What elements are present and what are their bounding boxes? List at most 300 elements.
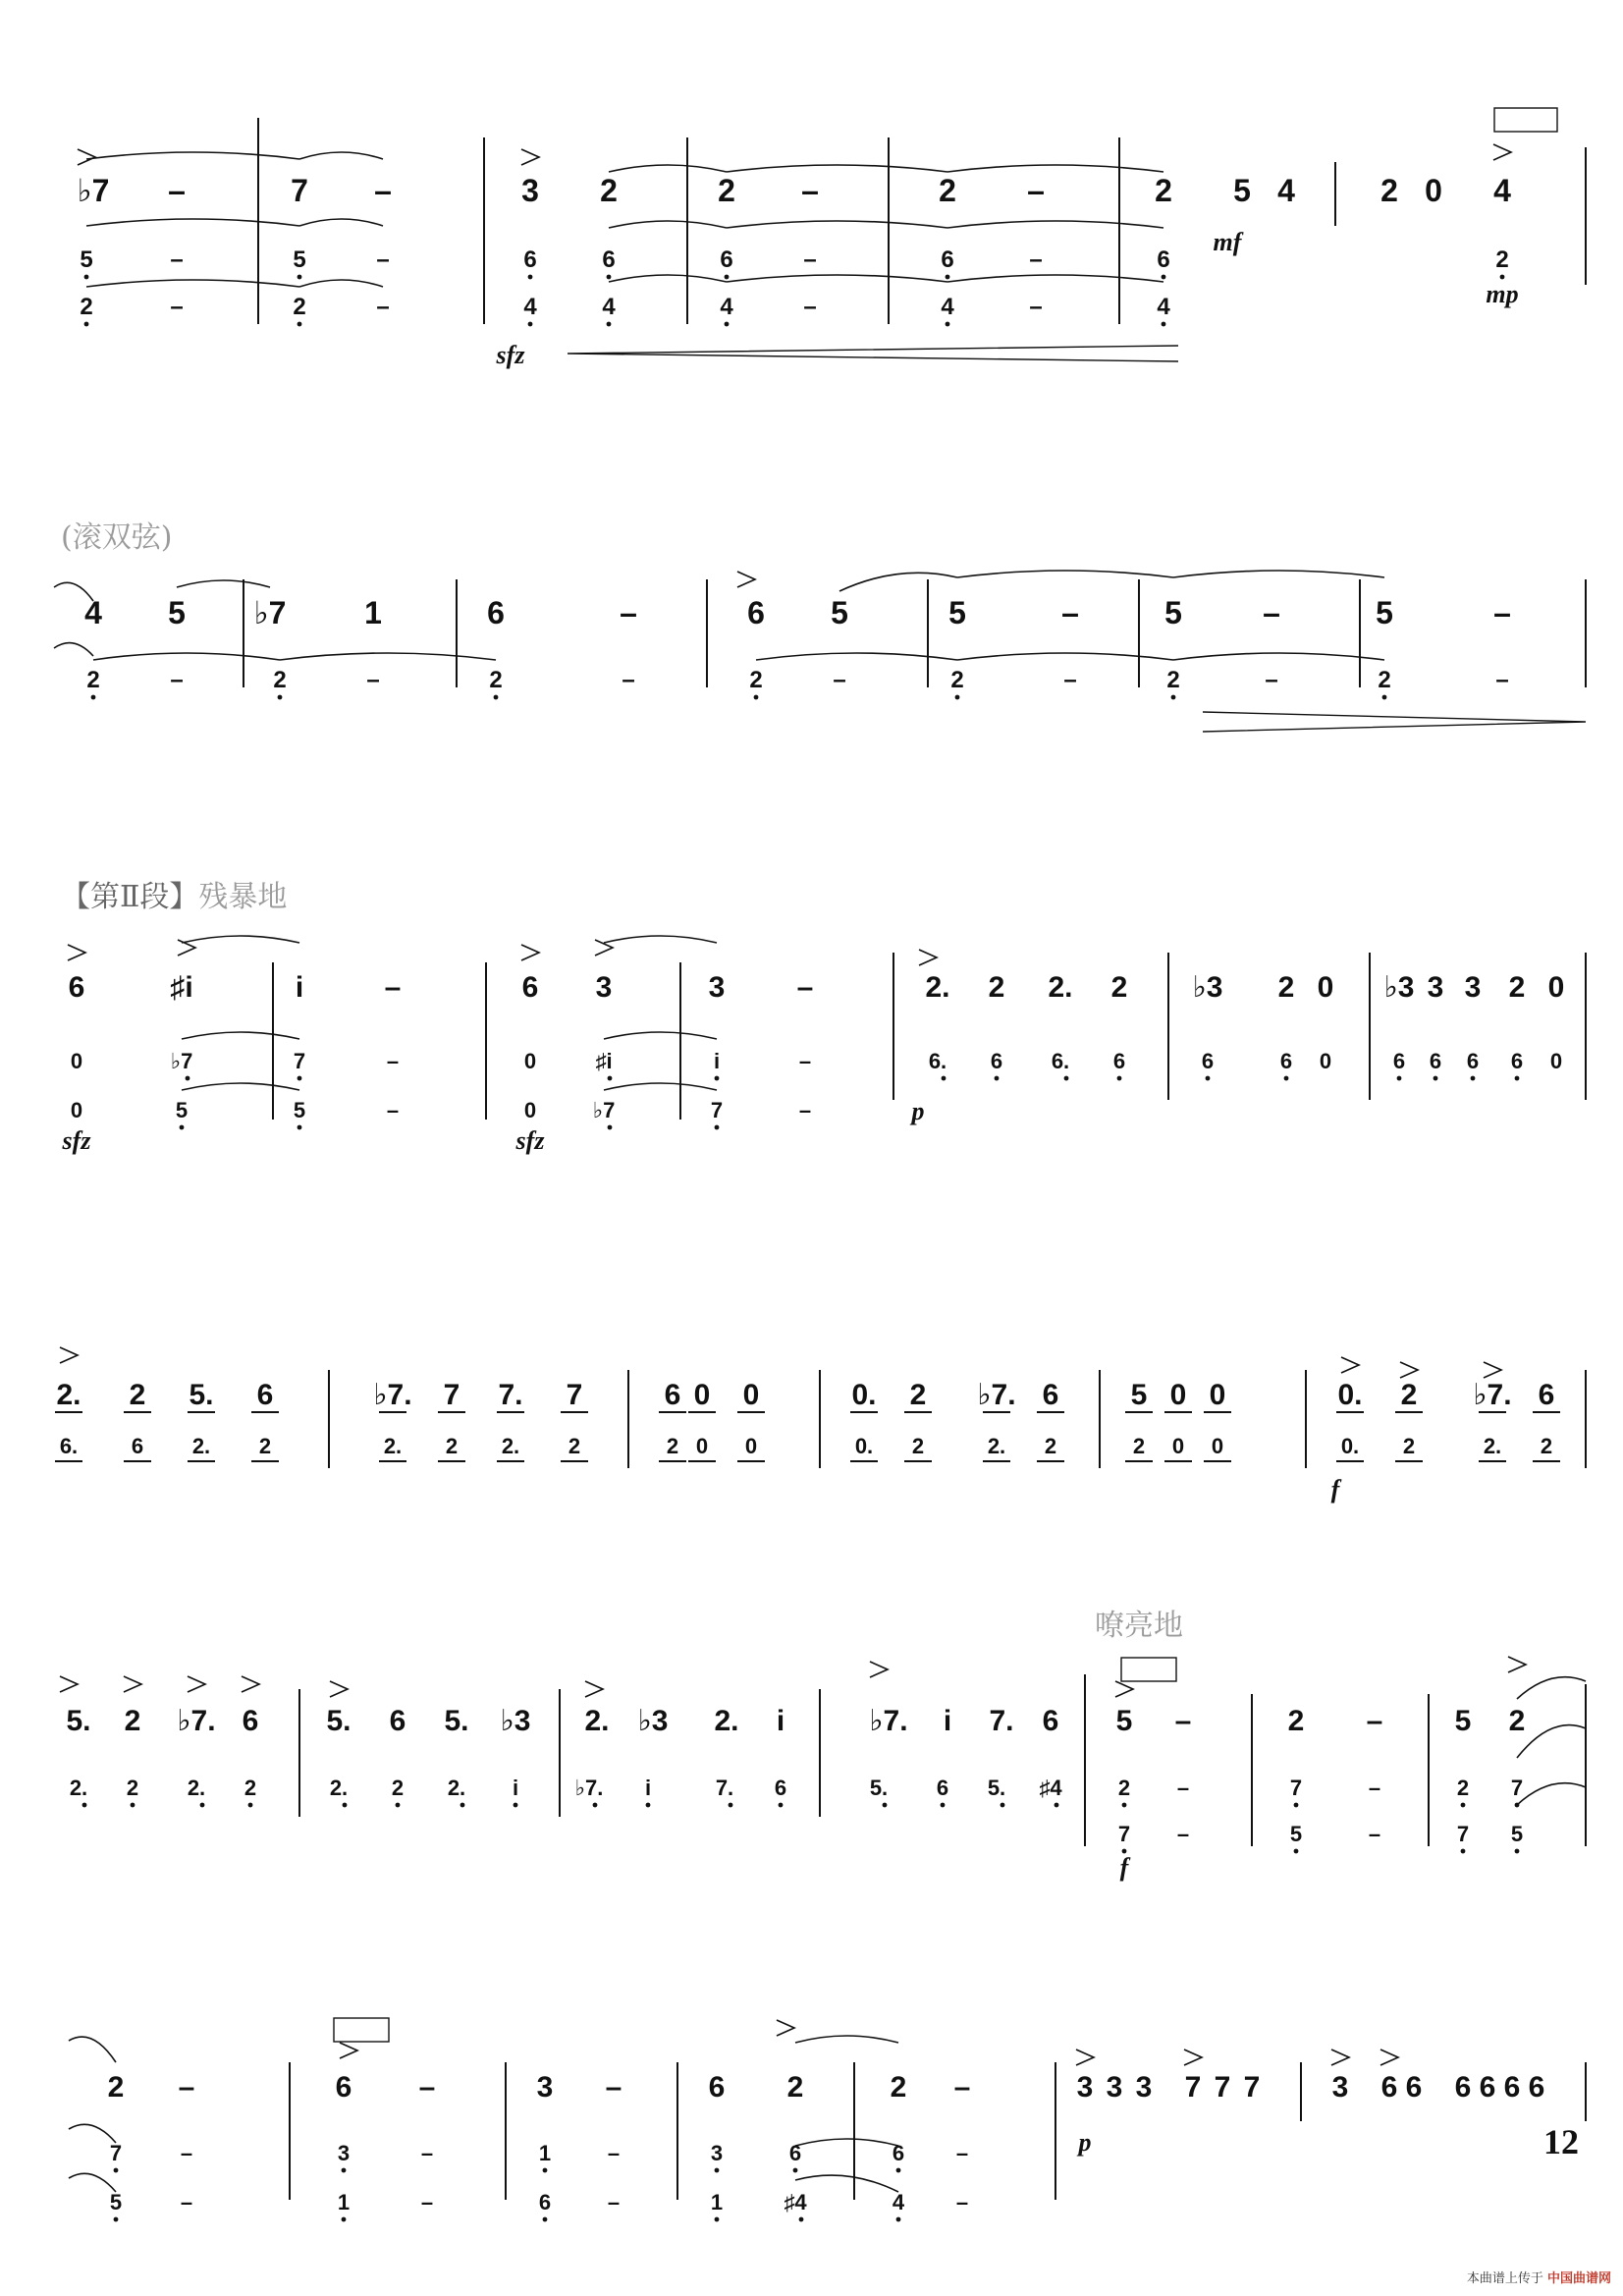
note: – [798,1098,812,1122]
note: 1 [337,2190,351,2214]
slur [609,275,727,282]
note: ♭7 [592,1098,616,1122]
slur [182,1083,299,1090]
technique-label-double-string: (滚双弦) [61,520,173,555]
octave-dot [1515,1076,1520,1081]
slur [182,936,299,943]
note: 2. [714,1705,739,1737]
octave-dot [779,1803,784,1808]
octave-dot [1162,275,1166,280]
note: 2 [1380,173,1398,208]
dynamic-marking: mf [1213,228,1242,256]
note: 6 [389,1705,406,1737]
note: 7 [1243,2071,1261,2104]
note: ♭7 [77,173,110,208]
note: 1 [364,595,382,630]
note: 5 [948,595,966,630]
note: 7 [710,1098,724,1122]
octave-dot [1471,1076,1476,1081]
note: 5 [1376,595,1393,630]
note: 4 [84,595,102,630]
accent-mark [870,1662,888,1677]
note: 2. [584,1705,610,1737]
note: 2. [191,1434,211,1458]
note: – [796,971,814,1004]
note: 6 [774,1776,787,1800]
note: 5 [1115,1705,1133,1737]
slur [280,653,496,660]
octave-dot [1515,1849,1520,1854]
note: 7 [566,1379,583,1411]
site-logo: 中国曲谱网 [1546,2271,1611,2286]
note: 4 [941,294,954,320]
expression-label-resonant: 嘹亮地 [1095,1609,1183,1643]
note: 2 [749,667,763,693]
note: 6. [59,1434,79,1458]
note: 5 [80,246,93,273]
note: 6 [335,2071,352,2104]
slur [795,2139,898,2146]
note: 2 [1378,667,1391,693]
note: – [180,2141,193,2165]
octave-dot [715,1125,720,1130]
octave-dot [1117,1076,1122,1081]
note: 2. [1483,1434,1502,1458]
note: 2 [1400,1379,1418,1411]
note: 2 [293,294,306,320]
note: 3 [708,971,726,1004]
note: 0 [70,1098,83,1122]
note: 6 [1454,2071,1472,2104]
note: 0. [1340,1434,1360,1458]
note: – [607,2141,621,2165]
note: – [418,2071,436,2104]
dynamic-marking: f [1330,1475,1340,1503]
note: 3 [1331,2071,1349,2104]
note: 2. [447,1776,466,1800]
slur [86,219,299,226]
slur [69,2173,116,2192]
accent-mark [78,149,95,165]
note: 5 [109,2190,123,2214]
note: – [420,2141,434,2165]
octave-dot [1397,1076,1402,1081]
note: 4 [523,294,537,320]
note: ♭7. [869,1705,908,1737]
slur [69,2124,116,2143]
note: 2 [129,1379,146,1411]
octave-dot [278,695,283,700]
note: 2 [1508,1705,1526,1737]
octave-dot [896,2217,901,2222]
slur [86,152,299,159]
note: – [1263,595,1280,630]
note: – [1366,1705,1383,1737]
note: 6 [664,1379,681,1411]
slur [182,1032,299,1039]
octave-dot [396,1803,401,1808]
accent-mark [521,945,539,960]
slur [609,221,727,228]
octave-dot [131,1803,135,1808]
slur [957,653,1173,660]
octave-dot [955,695,960,700]
note: 4 [1157,294,1170,320]
note: – [607,2190,621,2214]
note: – [384,971,402,1004]
note: – [178,2071,195,2104]
dynamic-marking: f [1119,1853,1129,1882]
dynamic-marking: sfz [496,341,525,369]
octave-dot [1294,1849,1299,1854]
note: 7. [989,1705,1014,1737]
note: ♭7. [373,1379,412,1411]
note: 7 [1456,1822,1470,1846]
note: – [170,667,184,693]
slur [795,2175,898,2192]
note: – [386,1098,400,1122]
note: 4 [1493,173,1511,208]
note: 2 [1155,173,1172,208]
note: 0 [1211,1434,1224,1458]
accent-mark [777,2020,794,2036]
note: – [953,2071,971,2104]
note: 5 [1233,173,1251,208]
note: 6 [521,971,539,1004]
slur [947,165,1163,172]
score-lines [54,108,1586,2200]
note: 6 [1528,2071,1545,2104]
octave-dot [729,1803,733,1808]
note: 2. [383,1434,403,1458]
note: ♭7. [177,1705,216,1737]
note: 6 [1112,1049,1126,1073]
octave-dot [82,1803,87,1808]
section-label-wrap [61,872,287,915]
note: 6 [1042,1705,1059,1737]
note: 2 [391,1776,405,1800]
note: – [1368,1822,1381,1846]
note: – [180,2190,193,2214]
note: 5 [1510,1822,1524,1846]
accent-mark [1184,2050,1202,2065]
note: 7 [293,1049,306,1073]
note: – [803,294,817,320]
note: ♭3 [637,1705,669,1737]
slur [795,2036,898,2043]
note: 0 [70,1049,83,1073]
note: 2 [1495,246,1509,273]
note: 5. [987,1776,1006,1800]
note: – [955,2141,969,2165]
octave-dot [725,275,730,280]
octave-dot [646,1803,651,1808]
note: 6 [131,1434,144,1458]
note: 5. [66,1705,91,1737]
note: ♭3 [1383,971,1415,1004]
octave-dot [607,322,612,327]
note: 2 [909,1379,927,1411]
note: 0. [1337,1379,1363,1411]
octave-dot [1064,1076,1069,1081]
note: – [955,2190,969,2214]
note: 2 [86,667,100,693]
accent-mark [242,1676,259,1692]
note: 3 [710,2141,724,2165]
note: – [798,1049,812,1073]
octave-dot [91,695,96,700]
octave-dot [514,1803,518,1808]
note: 2 [1456,1776,1470,1800]
note: 2 [1540,1434,1553,1458]
note: 5. [869,1776,889,1800]
note: 4 [602,294,616,320]
accent-mark [1400,1362,1418,1378]
octave-dot [114,2168,119,2173]
slur [957,571,1173,577]
note: 3 [536,2071,554,2104]
note: 6 [747,595,765,630]
note: 7. [715,1776,734,1800]
dynamic-marking: mp [1486,280,1519,308]
note: 6 [941,246,954,273]
note: ♭7 [253,595,287,630]
note: 7 [1510,1776,1524,1800]
accent-mark [1380,2050,1398,2065]
octave-dot [1055,1803,1059,1808]
accent-mark [60,1676,78,1692]
note: 6 [788,2141,802,2165]
note: 2 [600,173,618,208]
note: 7. [498,1379,523,1411]
octave-dot [799,2217,804,2222]
accent-mark [737,572,755,587]
slur [299,152,383,159]
octave-dot [298,275,302,280]
octave-dot [941,1803,946,1808]
note: ♭7. [574,1776,604,1800]
footer-credit [1467,2268,1611,2286]
note: 4 [892,2190,905,2214]
octave-dot [1461,1849,1466,1854]
section-label: 【第Ⅱ段】 [61,880,199,914]
note: – [386,1049,400,1073]
accent-mark [1115,1681,1133,1697]
note: i [295,971,304,1004]
octave-dot [1122,1803,1127,1808]
note: 6 [1201,1049,1215,1073]
note: 0. [854,1434,874,1458]
octave-dot [1434,1076,1438,1081]
note: i [644,1776,652,1800]
note: 4 [1277,173,1295,208]
note: 5 [1454,1705,1472,1737]
score-notes [56,173,1564,2221]
octave-dot [84,275,89,280]
note: ♭3 [500,1705,531,1737]
octave-dot [460,1803,465,1808]
note: 2 [1277,971,1295,1004]
octave-dot [528,275,533,280]
octave-dot [114,2217,119,2222]
hairpin [568,346,1178,361]
note: 5. [444,1705,469,1737]
slur [1517,1725,1586,1758]
octave-dot [942,1076,947,1081]
note: 6 [990,1049,1003,1073]
note: 6 [1466,1049,1480,1073]
note: 2. [329,1776,349,1800]
note: 4 [720,294,733,320]
note: 3 [337,2141,351,2165]
slur [839,573,957,591]
note: 6 [708,2071,726,2104]
slur [947,275,1163,282]
note: 7 [1184,2071,1202,2104]
note: – [1029,294,1043,320]
octave-dot [754,695,759,700]
note: 2 [568,1434,581,1458]
expression-label-brutal: 残暴地 [198,880,288,914]
note: 3 [1427,971,1444,1004]
note: 2 [1402,1434,1416,1458]
note: 6 [892,2141,905,2165]
tremolo-box [1121,1658,1176,1681]
dynamic-marking: p [1078,2128,1092,2157]
note: 6 [1510,1049,1524,1073]
note: 2 [988,971,1005,1004]
note: 2. [925,971,950,1004]
note: 0 [695,1434,709,1458]
note: 6 [242,1705,259,1737]
octave-dot [528,322,533,327]
note: 5 [1130,1379,1148,1411]
note: 5 [168,595,186,630]
note: 7 [1117,1822,1131,1846]
note: 6 [1538,1379,1555,1411]
note: 0 [1319,1049,1332,1073]
note: – [803,246,817,273]
note: 2. [501,1434,520,1458]
note: 0 [744,1434,758,1458]
note: 3 [1076,2071,1094,2104]
octave-dot [608,1076,613,1081]
note: 2 [1110,971,1128,1004]
slur [604,936,717,943]
octave-dot [608,1125,613,1130]
accent-mark [68,945,85,960]
note: 5 [175,1098,189,1122]
note: – [1493,595,1511,630]
note: – [833,667,846,693]
accent-mark [521,149,539,165]
note: 2 [124,1705,141,1737]
note: 3 [595,971,613,1004]
note: 6. [1051,1049,1070,1073]
slur [93,653,280,660]
note: 2 [666,1434,679,1458]
slur [1173,653,1384,660]
slur [177,580,270,587]
note: 2. [56,1379,81,1411]
octave-dot [715,2168,720,2173]
hairpin [1203,712,1586,732]
note: 6 [1279,1049,1293,1073]
slur [299,280,383,287]
page-number: 12 [1543,2122,1579,2161]
note: ♭3 [1192,971,1223,1004]
note: ♯i [595,1049,613,1073]
note: ♯i [170,971,193,1004]
note: – [1063,667,1077,693]
octave-dot [1500,275,1505,280]
note: – [170,246,184,273]
slur [1173,571,1384,577]
note: – [1265,667,1278,693]
octave-dot [715,2217,720,2222]
note: – [420,2190,434,2214]
octave-dot [725,322,730,327]
note: – [1368,1776,1381,1800]
note: 7 [1214,2071,1231,2104]
note: 6 [1392,1049,1406,1073]
accent-mark [1341,1357,1359,1373]
note: 6 [720,246,733,273]
note: – [1176,1822,1190,1846]
note: 6 [1042,1379,1059,1411]
octave-dot [543,2217,548,2222]
slur [69,2037,116,2062]
octave-dot [494,695,499,700]
note: – [801,173,819,208]
accent-mark [1493,144,1511,160]
note: 2 [489,667,503,693]
note: 2 [890,2071,907,2104]
slur [609,165,727,172]
note: – [605,2071,622,2104]
note: 0 [742,1379,760,1411]
note: 6 [538,2190,552,2214]
octave-dot [342,2168,347,2173]
note: ♭7. [1473,1379,1512,1411]
accent-mark [1331,2050,1349,2065]
note: 0 [1425,173,1442,208]
accent-mark [340,2043,357,2058]
note: 2 [1132,1434,1146,1458]
note: 5 [293,246,306,273]
octave-dot [298,1125,302,1130]
slur [727,275,947,282]
accent-mark [188,1676,205,1692]
slur [727,221,947,228]
note: 2 [273,667,287,693]
accent-mark [1484,1362,1501,1378]
note: 2. [1048,971,1073,1004]
note: 3 [1135,2071,1153,2104]
note: i [512,1776,519,1800]
note: – [170,294,184,320]
note: 2 [107,2071,125,2104]
note: – [376,294,390,320]
note: 2 [445,1434,459,1458]
note: 2 [1044,1434,1057,1458]
note: 5 [831,595,848,630]
note: 2 [1287,1705,1305,1737]
octave-dot [883,1803,888,1808]
octave-dot [343,1803,348,1808]
note: 0 [1209,1379,1226,1411]
note: 2 [939,173,956,208]
